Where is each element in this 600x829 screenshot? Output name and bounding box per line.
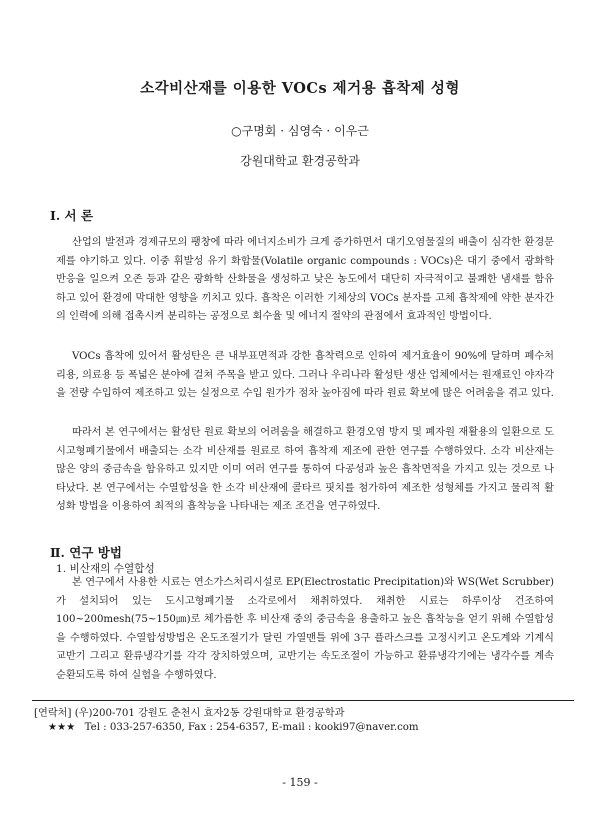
- methods-paragraph: 본 연구에서 사용한 시료는 연소가스처리시설로 EP(Electrostatic Precipitation)와 WS(Wet Scrubber)가 설치되어 있는 도시고형폐기물 소각로에서 채취하였다. 채취한 시료는 하루이상 건조하여 100~200mesh(75~150㎛)로 체가름한 후 비산재 중의 중금속을 용출하고 높은 흡착능을 얻기 위해 수열합성을 수행하였다. 수열합성방법은 온도조절기가 달린 가열맨틀 위에 3구 플라스크를 고정시키고 온도계와 기계식 교반기 그리고 환류냉각기를 각각 장치하였으며, 교반기는 속도조절이 가능하고 환류냉각기에는 냉각수를 계속 순환되도록 하여 실험을 수행하였다.: [56, 577, 554, 681]
- affiliation: 강원대학교 환경공학과: [240, 154, 360, 168]
- footnote-stars: ★★★: [48, 722, 76, 733]
- subsection-heading: 1. 비산재의 수열합성: [56, 563, 155, 575]
- footnote-divider: [32, 700, 574, 701]
- author-list: ○구명회 · 심영숙 · 이우근: [231, 124, 369, 138]
- footnote-contact-details: [48, 722, 588, 733]
- footnote-contact: [연락처] (우)200-701 강원도 춘천시 효자2동 강원대학교 환경공학과: [34, 708, 345, 719]
- intro-paragraph-3: 따라서 본 연구에서는 활성탄 원료 확보의 어려움을 해결하고 환경오염 방지 및 폐자원 재활용의 일환으로 도시고형폐기물에서 배출되는 소각 비산재를 원료로 하여 흡착제 제조에 관한 연구를 수행하였다. 소각 비산재는 많은 양의 중금속을 함유하고 있지만 이미 여러 연구를 통하여 다공성과 높은 흡착면적을 가지고 있는 것으로 나타났다. 본 연구에서는 수열합성을 한 소각 비산재에 콜타르 핏치를 첨가하여 제조한 성형체를 가지고 물리적 활성화 방법을 이용하여 최적의 흡착능을 나타내는 제조 조건을 연구하였다.: [56, 427, 554, 512]
- intro-paragraph-1: 산업의 발전과 경제규모의 팽창에 따라 에너지소비가 크게 증가하면서 대기오염물질의 배출이 심각한 환경문제를 야기하고 있다. 이중 휘발성 유기 화합물(Volatile organic compounds : VOCs)은 대기 중에서 광화학 반응을 일으켜 오존 등과 같은 광화학 산화물을 생성하고 낮은 농도에서 대단히 자극적이고 불쾌한 냄새를 함유하고 있어 환경에 막대한 영향을 끼치고 있다. 흡착은 이러한 기체상의 VOCs 분자를 고체 흡착제에 약한 분자간의 인력에 의해 접촉시켜 분리하는 공정으로 회수율 및 에너지 절약의 관점에서 효과적인 방법이다.: [56, 237, 554, 322]
- paper-title: 소각비산재를 이용한 VOCs 제거용 흡착제 성형: [140, 80, 460, 97]
- intro-paragraph-2: VOCs 흡착에 있어서 활성탄은 큰 내부표면적과 강한 흡착력으로 인하여 제거효율이 90%에 달하며 폐수처리용, 의료용 등 폭넓은 분야에 걸쳐 주목을 받고 있다. 그러나 우리나라 활성탄 생산 업체에서는 원재료인 야자각을 전량 수입하여 제조하고 있는 실정으로 수입 원가가 점차 높아짐에 따라 원료 확보에 많은 어려움을 겪고 있다.: [56, 351, 554, 399]
- section-heading-methods: Ⅱ. 연구 방법: [50, 545, 122, 560]
- footnote-phone-email: Tel : 033-257-6350, Fax : 254-6357, E-mail : kooki97@naver.com: [84, 722, 419, 733]
- section-heading-introduction: Ⅰ. 서 론: [50, 208, 94, 223]
- page-number: - 159 -: [282, 776, 318, 789]
